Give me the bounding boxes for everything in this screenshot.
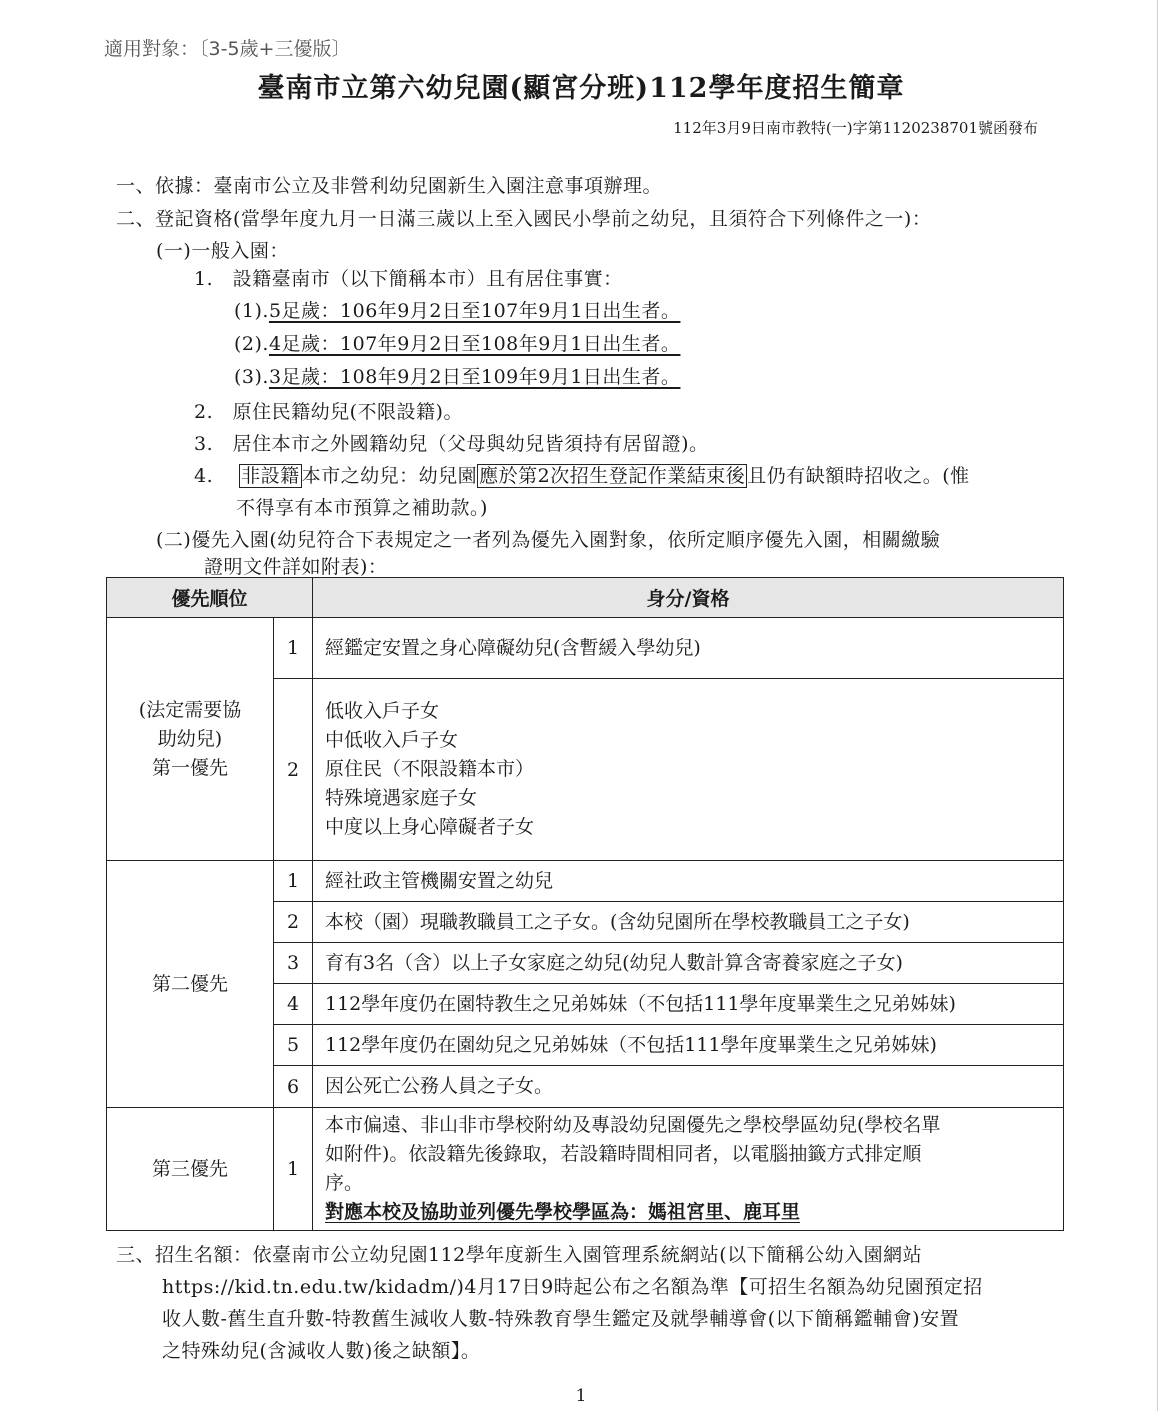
section-2-2: (二)優先入園(幼兒符合下表規定之一者列為優先入園對象，依所定順序優先入園，相關繳驗 (156, 529, 941, 551)
header-identity: 身分/資格 (313, 578, 1064, 618)
desc-line: 本市偏遠、非山非市學校附幼及專設幼兒園優先之學校學區幼兒(學校名單 (325, 1114, 941, 1136)
section-3-line-3: 收人數-舊生直升數-特教舊生減收人數-特殊教育學生鑑定及就學輔導會(以下簡稱鑑輔會)安置 (162, 1308, 960, 1330)
priority-table (106, 577, 1064, 1231)
row-description (313, 679, 1064, 861)
section-2-2-cont: 證明文件詳如附表)： (204, 556, 388, 578)
page-edge (1157, 0, 1158, 1411)
row-number: 4 (274, 984, 313, 1025)
header-priority-order: 優先順位 (107, 578, 313, 618)
desc-line: 特殊境遇家庭子女 (325, 787, 478, 809)
group-second-priority: 第二優先 (107, 861, 274, 1108)
item-4-boxed-timing: 應於第2次招生登記作業結束後 (479, 465, 746, 487)
row-number: 1 (274, 1108, 313, 1231)
section-3-line-2: https://kid.tn.edu.tw/kidadm/)4月17日9時起公布之名額為準【可招生名額為幼兒園預定招 (162, 1276, 983, 1298)
table-row (107, 861, 1064, 902)
document-title: 臺南市立第六幼兒園(顯宮分班)112學年度招生簡章 (257, 73, 905, 104)
desc-line: 如附件)。依設籍先後錄取，若設籍時間相同者，以電腦抽籤方式排定順 (325, 1143, 922, 1165)
document-number: 112年3月9日南市教特(一)字第1120238701號函發布 (673, 119, 1038, 137)
row-number: 1 (274, 861, 313, 902)
row-number: 2 (274, 902, 313, 943)
row-description (313, 1108, 1064, 1231)
group-first-priority (107, 618, 274, 861)
row-description: 112學年度仍在園幼兒之兄弟姊妹（不包括111學年度畢業生之兄弟姊妹) (313, 1025, 1064, 1066)
applicable-audience: 適用對象：〔3-5歲+三優版〕 (104, 38, 351, 60)
row-description: 經社政主管機關安置之幼兒 (313, 861, 1064, 902)
item-1: 1. 設籍臺南市（以下簡稱本市）且有居住事實： (194, 268, 623, 290)
section-2-1: (一)一般入園： (156, 240, 289, 262)
item-4-post: 且仍有缺額時招收之。(惟 (747, 465, 970, 487)
row-description: 育有3名（含）以上子女家庭之幼兒(幼兒人數計算含寄養家庭之子女) (313, 943, 1064, 984)
item-1a (234, 296, 680, 323)
row-description: 因公死亡公務人員之子女。 (313, 1066, 1064, 1108)
item-4-prefix: 4. (194, 465, 214, 487)
table-row (107, 1108, 1064, 1231)
row-description: 本校（園）現職教職員工之子女。(含幼兒園所在學校教職員工之子女) (313, 902, 1064, 943)
item-4-continued: 不得享有本市預算之補助款。) (236, 497, 488, 519)
section-3-line-4: 之特殊幼兒(含減收人數)後之缺額】。 (162, 1340, 481, 1362)
item-1c (234, 362, 680, 389)
row-number: 5 (274, 1025, 313, 1066)
row-description: 112學年度仍在園特教生之兄弟姊妹（不包括111學年度畢業生之兄弟姊妹) (313, 984, 1064, 1025)
row-number: 1 (274, 618, 313, 679)
item-1c-text: 3足歲：108年9月2日至109年9月1日出生者。 (268, 366, 681, 388)
desc-line: 中低收入戶子女 (325, 729, 459, 751)
item-1b-prefix: (2). (234, 333, 269, 355)
table-header-row (107, 578, 1064, 618)
item-3: 3. 居住本市之外國籍幼兒（父母與幼兒皆須持有居留證)。 (194, 433, 709, 455)
group-label-line: 第一優先 (151, 756, 228, 779)
item-1a-text: 5足歲：106年9月2日至107年9月1日出生者。 (268, 300, 681, 322)
row-number: 3 (274, 943, 313, 984)
section-1: 一、依據：臺南市公立及非營利幼兒園新生入園注意事項辦理。 (116, 175, 663, 197)
group-label-line: (法定需要協 (138, 698, 242, 721)
desc-line: 中度以上身心障礙者子女 (325, 816, 535, 838)
desc-line: 低收入戶子女 (325, 700, 440, 722)
section-3: 三、招生名額：依臺南市公立幼兒園112學年度新生入園管理系統網站(以下簡稱公幼入園網站 (116, 1244, 923, 1266)
page-number: 1 (575, 1386, 587, 1406)
section-2: 二、登記資格(當學年度九月一日滿三歲以上至入國民小學前之幼兒，且須符合下列條件之一)： (116, 208, 932, 230)
table-row (107, 618, 1064, 679)
row-number: 6 (274, 1066, 313, 1108)
item-1b-text: 4足歲：107年9月2日至108年9月1日出生者。 (268, 333, 681, 355)
item-2: 2. 原住民籍幼兒(不限設籍)。 (194, 401, 463, 423)
item-4-boxed-nonresident: 非設籍 (241, 465, 300, 487)
item-1b (234, 329, 680, 356)
desc-line-emphasis: 對應本校及協助並列優先學校學區為：媽祖宮里、鹿耳里 (325, 1201, 801, 1223)
item-4 (194, 461, 970, 488)
desc-line: 序。 (325, 1172, 364, 1194)
item-4-mid: 本市之幼兒：幼兒園 (301, 465, 478, 487)
desc-line: 原住民（不限設籍本市） (325, 758, 535, 780)
group-third-priority: 第三優先 (107, 1108, 274, 1231)
group-label-line: 助幼兒) (157, 727, 223, 750)
item-1c-prefix: (3). (234, 366, 269, 388)
row-description: 經鑑定安置之身心障礙幼兒(含暫緩入學幼兒) (313, 618, 1064, 679)
item-1a-prefix: (1). (234, 300, 269, 322)
row-number: 2 (274, 679, 313, 861)
